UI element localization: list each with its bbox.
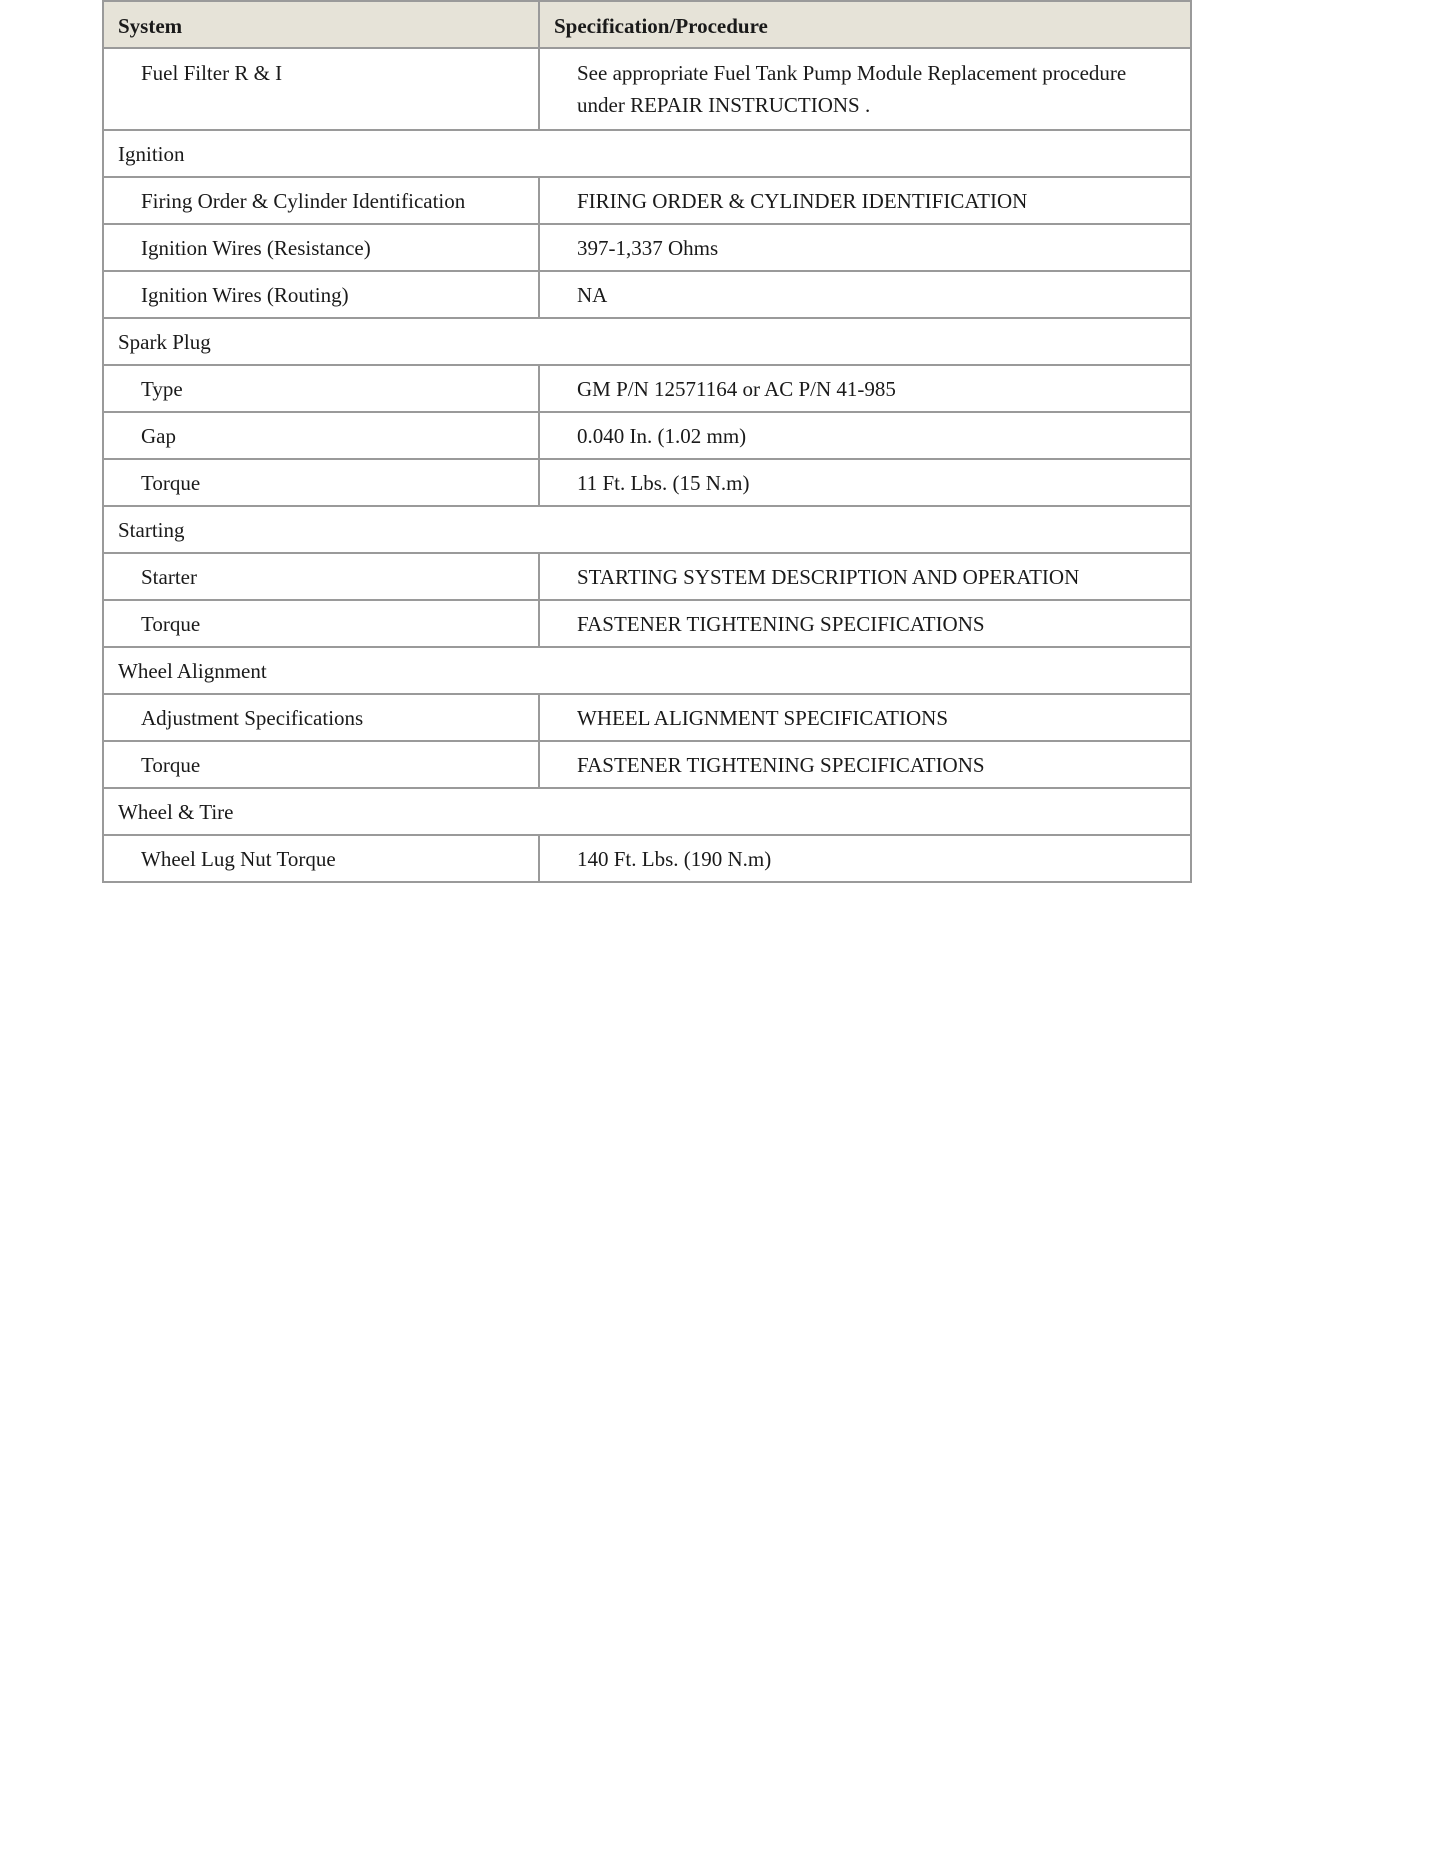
spec-table [102, 0, 1192, 883]
group-row [103, 788, 1191, 835]
table-row [103, 459, 1191, 506]
header-system: System [103, 1, 539, 48]
table-row [103, 412, 1191, 459]
system-cell: Fuel Filter R & I [103, 48, 539, 130]
table-row [103, 271, 1191, 318]
group-label: Spark Plug [103, 318, 1191, 365]
system-cell: Torque [103, 600, 539, 647]
header-row [103, 1, 1191, 48]
system-cell: Ignition Wires (Routing) [103, 271, 539, 318]
table-row [103, 224, 1191, 271]
spec-cell: 397-1,337 Ohms [539, 224, 1191, 271]
group-label: Ignition [103, 130, 1191, 177]
system-cell: Wheel Lug Nut Torque [103, 835, 539, 882]
system-cell: Firing Order & Cylinder Identification [103, 177, 539, 224]
spec-cell: See appropriate Fuel Tank Pump Module Replacement procedure under REPAIR INSTRUCTIONS . [539, 48, 1191, 130]
table-row [103, 365, 1191, 412]
system-cell: Type [103, 365, 539, 412]
spec-cell: WHEEL ALIGNMENT SPECIFICATIONS [539, 694, 1191, 741]
table-row [103, 48, 1191, 130]
spec-cell: 140 Ft. Lbs. (190 N.m) [539, 835, 1191, 882]
system-cell: Ignition Wires (Resistance) [103, 224, 539, 271]
group-label: Wheel & Tire [103, 788, 1191, 835]
group-row [103, 506, 1191, 553]
spec-cell: FASTENER TIGHTENING SPECIFICATIONS [539, 600, 1191, 647]
table-row [103, 694, 1191, 741]
spec-cell: GM P/N 12571164 or AC P/N 41-985 [539, 365, 1191, 412]
spec-cell: FASTENER TIGHTENING SPECIFICATIONS [539, 741, 1191, 788]
header-spec: Specification/Procedure [539, 1, 1191, 48]
system-cell: Torque [103, 741, 539, 788]
table-row [103, 177, 1191, 224]
spec-cell: 0.040 In. (1.02 mm) [539, 412, 1191, 459]
spec-cell: NA [539, 271, 1191, 318]
group-row [103, 647, 1191, 694]
table-row [103, 741, 1191, 788]
system-cell: Adjustment Specifications [103, 694, 539, 741]
table-row [103, 553, 1191, 600]
table-row [103, 600, 1191, 647]
group-label: Starting [103, 506, 1191, 553]
table-row [103, 835, 1191, 882]
group-row [103, 318, 1191, 365]
group-row [103, 130, 1191, 177]
spec-cell: STARTING SYSTEM DESCRIPTION AND OPERATION [539, 553, 1191, 600]
spec-cell: FIRING ORDER & CYLINDER IDENTIFICATION [539, 177, 1191, 224]
group-label: Wheel Alignment [103, 647, 1191, 694]
system-cell: Gap [103, 412, 539, 459]
spec-cell: 11 Ft. Lbs. (15 N.m) [539, 459, 1191, 506]
system-cell: Starter [103, 553, 539, 600]
system-cell: Torque [103, 459, 539, 506]
